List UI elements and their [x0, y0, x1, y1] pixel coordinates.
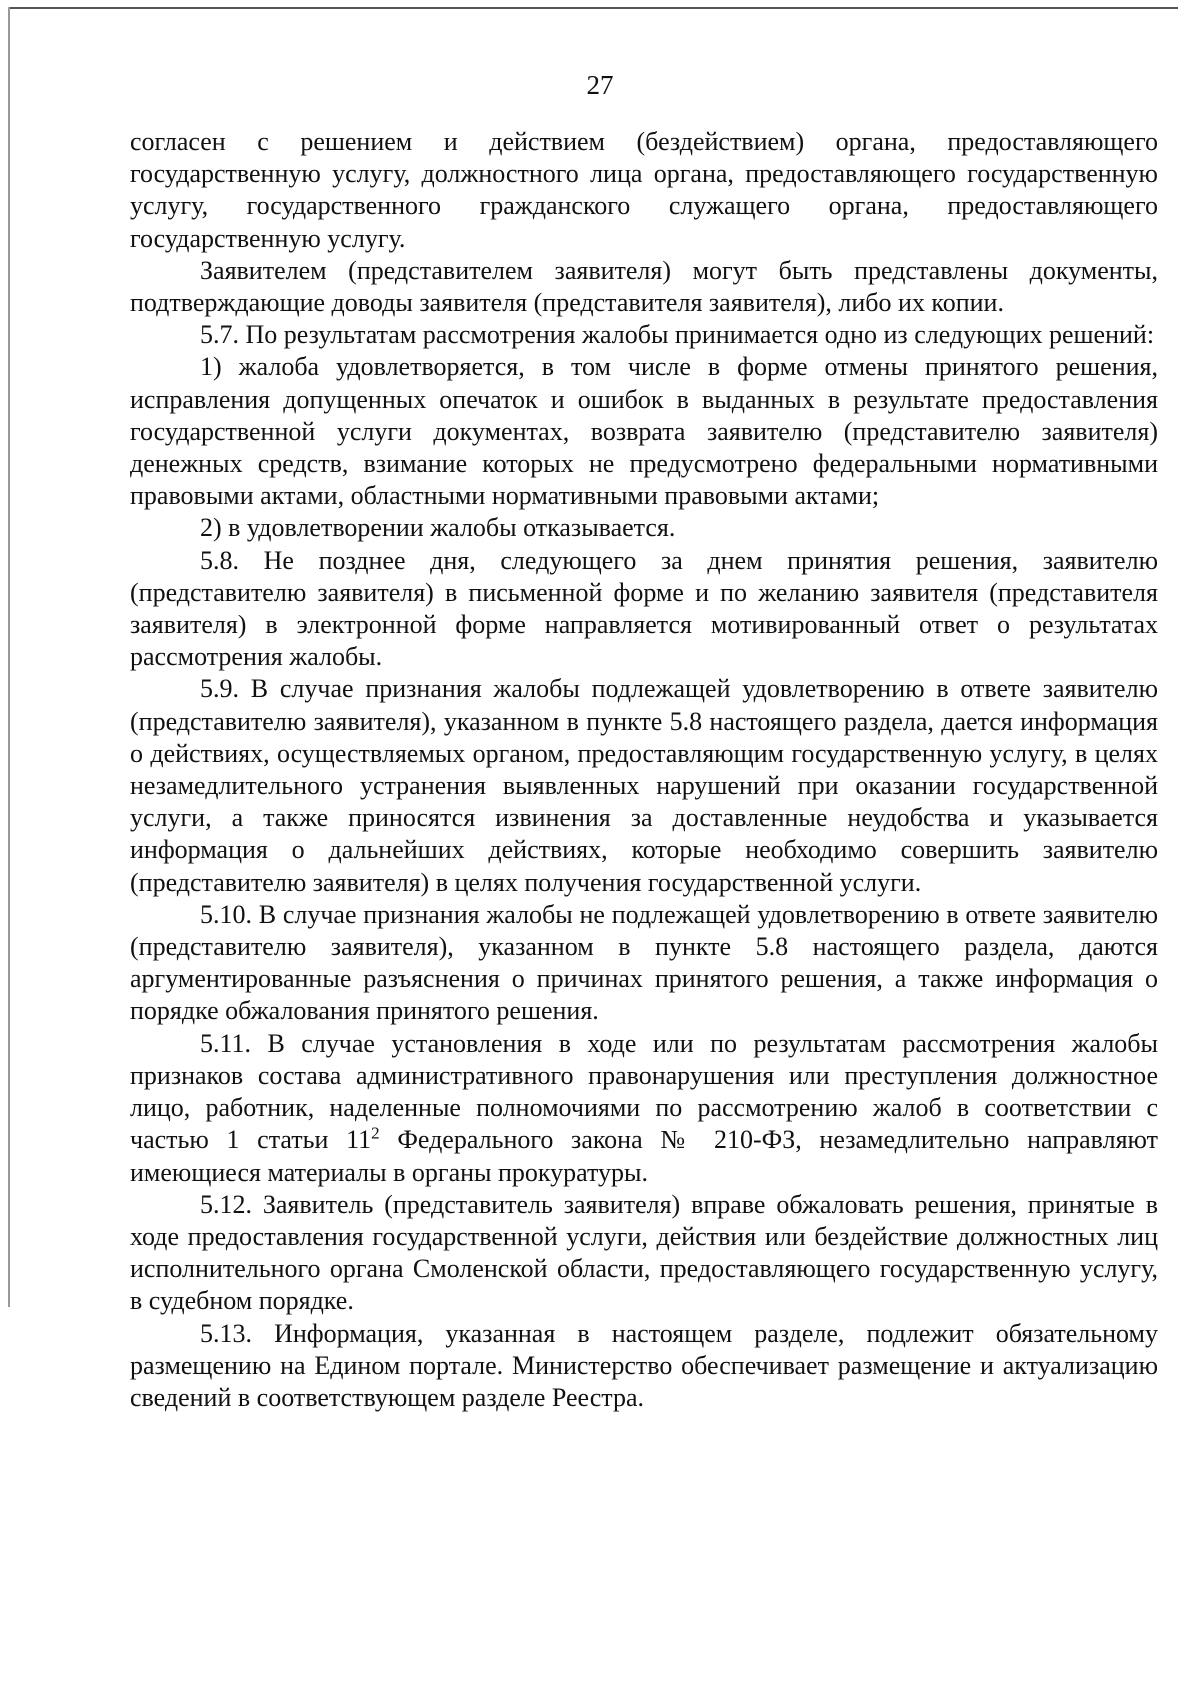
- paragraph-5-11-text-end: Федерального закона № 210-ФЗ, незамедлительно направляют имеющиеся материалы в органы прокуратуры.: [130, 1125, 1158, 1187]
- paragraph-documents: Заявителем (представителем заявителя) могут быть представлены документы, подтверждающие доводы заявителя (представителя заявителя), либо их копии.: [130, 255, 1158, 318]
- paragraph-decision-2: 2) в удовлетворении жалобы отказывается.: [200, 513, 676, 543]
- scan-left-border: [8, 7, 10, 1307]
- superscript-article-index: 2: [371, 1123, 380, 1143]
- page-number: 27: [586, 70, 614, 100]
- paragraph-5-11-text-start: 5.11. В случае установления в ходе или по результатам рассмотрения жалобы признаков состава административного правонарушения или преступления должностное лицо, работник, наделенные полномочиями по рассмотрению жалоб в соответствии с частью 1 статьи 11: [130, 1028, 1158, 1155]
- paragraph-5-9: 5.9. В случае признания жалобы подлежащей удовлетворению в ответе заявителю (представителю заявителя), указанном в пункте 5.8 настоящего раздела, дается информация о действиях, осуществляемых органом, предоставляющим государственную услугу, в целях незамедлительного устранения выявленных нарушений при оказании государственной услуги, а также приносятся извинения за доставленные неудобства и указывается информация о дальнейших действиях, которые необходимо совершить заявителю (представителю заявителя) в целях получения государственной услуги.: [130, 674, 1158, 897]
- paragraph-5-8: 5.8. Не позднее дня, следующего за днем принятия решения, заявителю (представителю заявителя) в письменной форме и по желанию заявителя (представителя заявителя) в электронной форме направляется мотивированный ответ о результатах рассмотрения жалобы.: [130, 545, 1158, 672]
- paragraph-5-11: [130, 1028, 1158, 1189]
- paragraph-5-13: 5.13. Информация, указанная в настоящем разделе, подлежит обязательному размещению на Едином портале. Министерство обеспечивает размещение и актуализацию сведений в соответствующем разделе Реестра.: [130, 1318, 1158, 1412]
- paragraph-5-12: 5.12. Заявитель (представитель заявителя) вправе обжаловать решения, принятые в ходе предоставления государственной услуги, действия или бездействие должностных лиц исполнительного органа Смоленской области, предоставляющего государственную услугу, в судебном порядке.: [130, 1189, 1158, 1316]
- paragraph-5-10: 5.10. В случае признания жалобы не подлежащей удовлетворению в ответе заявителю (представителю заявителя), указанном в пункте 5.8 настоящего раздела, даются аргументированные разъяснения о причинах принятого решения, а также информация о порядке обжалования принятого решения.: [130, 899, 1158, 1026]
- paragraph-decision-1: 1) жалоба удовлетворяется, в том числе в форме отмены принятого решения, исправления допущенных опечаток и ошибок в выданных в результате предоставления государственной услуги документах, возврата заявителю (представителю заявителя) денежных средств, взимание которых не предусмотрено федеральными нормативными правовыми актами, областными нормативными правовыми актами;: [130, 352, 1158, 511]
- paragraph-5-7: 5.7. По результатам рассмотрения жалобы принимается одно из следующих решений:: [200, 320, 1155, 350]
- scan-top-border: [8, 7, 1178, 9]
- paragraph-continuation: согласен с решением и действием (бездействием) органа, предоставляющего государственную услугу, должностного лица органа, предоставляющего государственную услугу, государственного гражданского служащего органа, предоставляющего государственную услугу.: [130, 127, 1158, 253]
- document-body: [130, 126, 1158, 1414]
